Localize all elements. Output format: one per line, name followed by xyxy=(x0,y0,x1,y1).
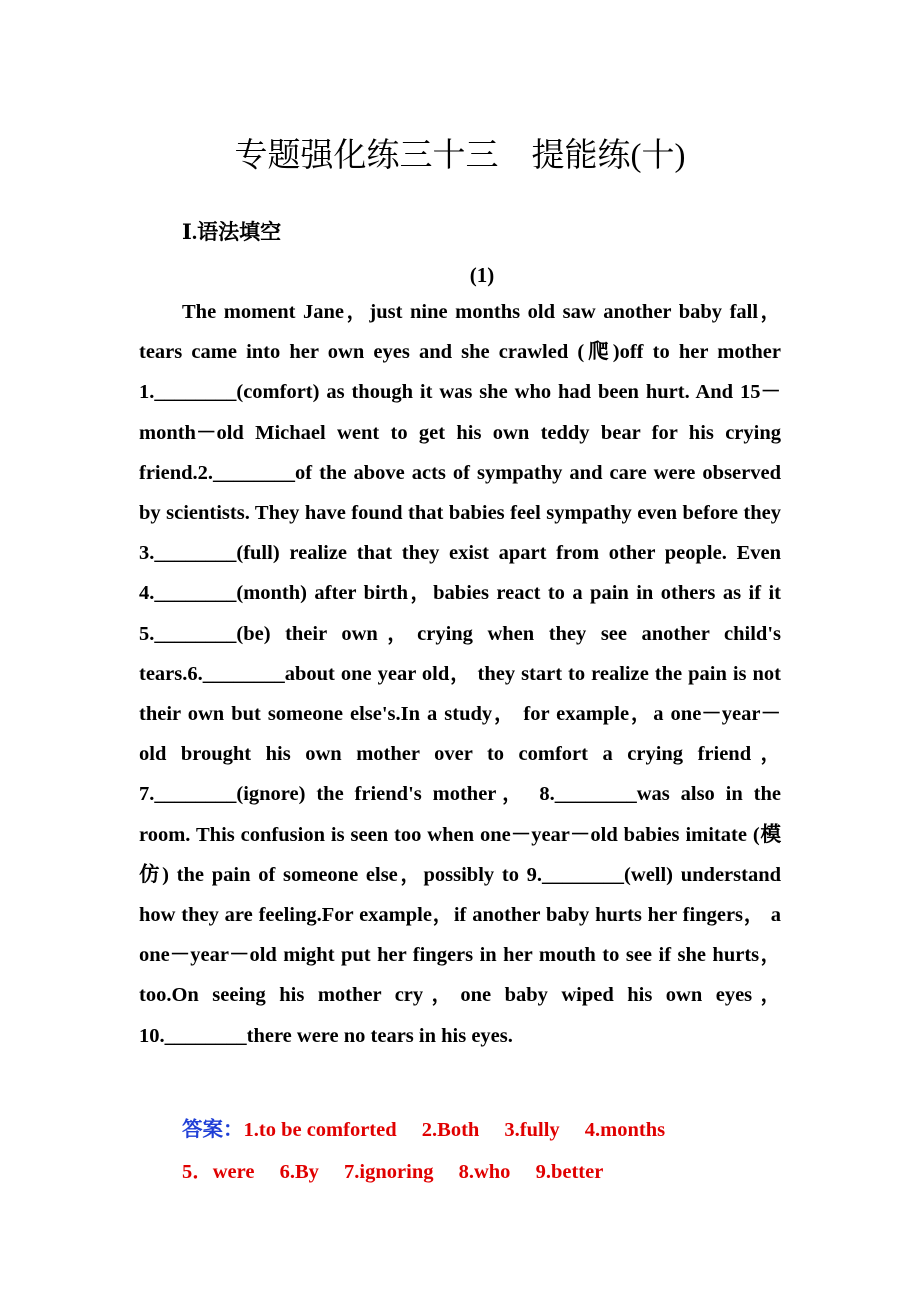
answer-item: 8.who xyxy=(458,1161,511,1183)
answer-item: 9.better xyxy=(535,1161,604,1183)
section-heading: Ⅰ.语法填空 xyxy=(182,220,282,244)
answer-item: 5．were xyxy=(182,1161,255,1183)
answer-label: 答案： xyxy=(182,1119,244,1141)
answer-item: 4.months xyxy=(584,1119,666,1141)
answer-line-1 xyxy=(182,1109,782,1151)
answer-item: 2.Both xyxy=(421,1119,480,1141)
passage-text: The moment Jane，just nine months old saw another baby fall，tears came into her own eyes and she crawled (爬)off to her mother 1.________(comfort) as though it was she who had been hurt. And 15－month－old Michael went to get his own teddy bear for his crying friend.2.________of the above acts of sympathy and care were observed by scientists. They have found that babies feel sympathy even before they 3.________(full) realize that they exist apart from other people. Even 4.________(month) after birth，babies react to a pain in others as if it 5.________(be) their own，crying when they see another child's tears.6.________about one year old， they start to realize the pain is not their own but someone else's.In a study， for example，a one－year－old brought his own mother over to comfort a crying friend， 7.________(ignore) the friend's mother， 8.________was also in the room. This confusion is seen too when one－year－old babies imitate (模仿) the pain of someone else，possibly to 9.________(well) understand how they are feeling.For example，if another baby hurts her fingers， a one－year－old might put her fingers in her mouth to see if she hurts，too.On seeing his mother cry，one baby wiped his own eyes，10.________there were no tears in his eyes. xyxy=(139,301,781,1047)
passage-number: (1) xyxy=(469,263,495,287)
answer-item: 1.to be comforted xyxy=(243,1119,397,1141)
answer-block xyxy=(182,1109,782,1193)
answer-line-2 xyxy=(182,1151,782,1193)
page-title: 专题强化练三十三 提能练(十) xyxy=(234,138,686,174)
answer-item: 6.By xyxy=(279,1161,319,1183)
answer-item: 7.ignoring xyxy=(344,1161,434,1183)
answer-item: 3.fully xyxy=(504,1119,560,1141)
